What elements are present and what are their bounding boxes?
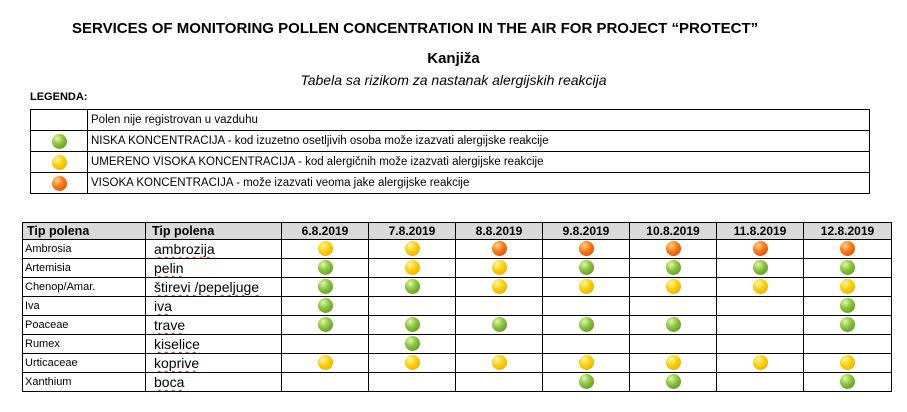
concentration-cell	[804, 259, 892, 278]
pollen-local-name: pelin	[146, 259, 282, 278]
concentration-cell	[369, 240, 456, 259]
concentration-cell	[369, 335, 456, 354]
orange-circle-icon	[579, 241, 594, 256]
concentration-cell	[456, 354, 543, 373]
legend-row	[31, 110, 870, 131]
yellow-circle-icon	[492, 279, 507, 294]
pollen-local-name: trave	[146, 316, 282, 335]
concentration-cell	[369, 373, 456, 392]
yellow-circle-icon	[318, 355, 333, 370]
concentration-cell	[282, 278, 369, 297]
green-circle-icon	[318, 260, 333, 275]
legend-symbol-cell	[31, 173, 88, 194]
pollen-local-name: koprive	[146, 354, 282, 373]
legend-symbol-cell	[31, 152, 88, 173]
pollen-latin-name: Chenop/Amar.	[23, 278, 146, 297]
green-circle-icon	[666, 317, 681, 332]
legend-row	[31, 131, 870, 152]
concentration-cell	[804, 335, 892, 354]
concentration-cell	[543, 240, 630, 259]
concentration-cell	[282, 335, 369, 354]
yellow-circle-icon	[753, 279, 768, 294]
yellow-circle-icon	[579, 279, 594, 294]
green-circle-icon	[405, 279, 420, 294]
yellow-circle-icon	[52, 155, 67, 170]
concentration-cell	[717, 259, 804, 278]
yellow-circle-icon	[405, 260, 420, 275]
legend-text: NISKA KONCENTRACIJA - kod izuzetno osetljivih osoba može izazvati alergijske reakcije	[88, 131, 870, 152]
table-row	[23, 354, 892, 373]
table-row	[23, 259, 892, 278]
green-circle-icon	[579, 260, 594, 275]
concentration-cell	[630, 259, 717, 278]
yellow-circle-icon	[579, 355, 594, 370]
table-row	[23, 316, 892, 335]
concentration-cell	[369, 259, 456, 278]
concentration-cell	[717, 354, 804, 373]
concentration-cell	[282, 316, 369, 335]
pollen-latin-name: Ambrosia	[23, 240, 146, 259]
concentration-cell	[543, 335, 630, 354]
concentration-cell	[282, 259, 369, 278]
yellow-circle-icon	[405, 355, 420, 370]
yellow-circle-icon	[840, 355, 855, 370]
green-circle-icon	[753, 260, 768, 275]
yellow-circle-icon	[405, 241, 420, 256]
header-date: 11.8.2019	[717, 223, 804, 240]
concentration-cell	[282, 297, 369, 316]
concentration-cell	[630, 316, 717, 335]
header-date: 12.8.2019	[804, 223, 892, 240]
concentration-cell	[456, 335, 543, 354]
green-circle-icon	[579, 317, 594, 332]
legend-symbol-cell	[31, 110, 88, 131]
concentration-cell	[369, 354, 456, 373]
concentration-cell	[456, 297, 543, 316]
concentration-cell	[717, 335, 804, 354]
green-circle-icon	[666, 260, 681, 275]
concentration-cell	[630, 240, 717, 259]
green-circle-icon	[840, 317, 855, 332]
green-circle-icon	[318, 298, 333, 313]
concentration-cell	[543, 259, 630, 278]
table-row	[23, 335, 892, 354]
concentration-cell	[282, 240, 369, 259]
concentration-cell	[543, 278, 630, 297]
green-circle-icon	[840, 260, 855, 275]
legend-text: UMERENO VISOKA KONCENTRACIJA - kod alergičnih može izazvati alergijske reakcije	[88, 152, 870, 173]
table-row	[23, 240, 892, 259]
concentration-cell	[543, 316, 630, 335]
concentration-cell	[630, 354, 717, 373]
green-circle-icon	[405, 336, 420, 351]
pollen-local-name: iva	[146, 297, 282, 316]
pollen-local-name: kiselice	[146, 335, 282, 354]
green-circle-icon	[840, 374, 855, 389]
header-date: 10.8.2019	[630, 223, 717, 240]
concentration-cell	[456, 240, 543, 259]
concentration-cell	[804, 297, 892, 316]
orange-circle-icon	[840, 241, 855, 256]
yellow-circle-icon	[840, 279, 855, 294]
yellow-circle-icon	[666, 279, 681, 294]
table-row	[23, 297, 892, 316]
orange-circle-icon	[492, 241, 507, 256]
green-circle-icon	[318, 317, 333, 332]
green-circle-icon	[405, 317, 420, 332]
yellow-circle-icon	[753, 355, 768, 370]
legend-row	[31, 173, 870, 194]
legend-text: Polen nije registrovan u vazduhu	[88, 110, 870, 131]
yellow-circle-icon	[318, 241, 333, 256]
concentration-cell	[456, 278, 543, 297]
pollen-latin-name: Urticaceae	[23, 354, 146, 373]
green-circle-icon	[52, 134, 67, 149]
pollen-local-name: ambrozija	[146, 240, 282, 259]
header-local-name: Tip polena	[146, 223, 282, 240]
green-circle-icon	[579, 374, 594, 389]
concentration-cell	[369, 297, 456, 316]
header-date: 7.8.2019	[369, 223, 456, 240]
pollen-latin-name: Artemisia	[23, 259, 146, 278]
pollen-latin-name: Iva	[23, 297, 146, 316]
concentration-cell	[630, 373, 717, 392]
table-row	[23, 373, 892, 392]
concentration-cell	[543, 373, 630, 392]
concentration-cell	[456, 316, 543, 335]
pollen-latin-name: Poaceae	[23, 316, 146, 335]
green-circle-icon	[318, 279, 333, 294]
city-name: Kanjiža	[427, 50, 480, 67]
legend-table	[30, 109, 870, 194]
pollen-latin-name: Rumex	[23, 335, 146, 354]
concentration-cell	[717, 373, 804, 392]
orange-circle-icon	[666, 241, 681, 256]
concentration-cell	[804, 316, 892, 335]
concentration-cell	[717, 316, 804, 335]
concentration-cell	[630, 278, 717, 297]
concentration-cell	[630, 297, 717, 316]
yellow-circle-icon	[666, 355, 681, 370]
header-date: 6.8.2019	[282, 223, 369, 240]
concentration-cell	[456, 259, 543, 278]
pollen-local-name: štirevi /pepeljuge	[146, 278, 282, 297]
page-subtitle: Tabela sa rizikom za nastanak alergijskih reakcija	[300, 72, 607, 88]
pollen-local-name: boca	[146, 373, 282, 392]
header-date: 8.8.2019	[456, 223, 543, 240]
header-date: 9.8.2019	[543, 223, 630, 240]
concentration-cell	[630, 335, 717, 354]
concentration-cell	[543, 354, 630, 373]
concentration-cell	[369, 278, 456, 297]
orange-circle-icon	[52, 176, 67, 191]
legend-title: LEGENDA:	[30, 91, 88, 103]
orange-circle-icon	[753, 241, 768, 256]
concentration-cell	[369, 316, 456, 335]
concentration-cell	[804, 240, 892, 259]
concentration-cell	[456, 373, 543, 392]
green-circle-icon	[666, 374, 681, 389]
legend-row	[31, 152, 870, 173]
concentration-cell	[717, 278, 804, 297]
concentration-cell	[804, 373, 892, 392]
yellow-circle-icon	[492, 260, 507, 275]
concentration-cell	[543, 297, 630, 316]
concentration-cell	[804, 354, 892, 373]
green-circle-icon	[840, 298, 855, 313]
header-latin-name: Tip polena	[23, 223, 146, 240]
legend-text: VISOKA KONCENTRACIJA - može izazvati veoma jake alergijske reakcije	[88, 173, 870, 194]
table-row	[23, 278, 892, 297]
page-title: SERVICES OF MONITORING POLLEN CONCENTRATION IN THE AIR FOR PROJECT “PROTECT”	[72, 20, 759, 37]
pollen-table	[22, 222, 892, 392]
concentration-cell	[717, 297, 804, 316]
concentration-cell	[717, 240, 804, 259]
pollen-latin-name: Xanthium	[23, 373, 146, 392]
legend-symbol-cell	[31, 131, 88, 152]
concentration-cell	[282, 354, 369, 373]
yellow-circle-icon	[492, 355, 507, 370]
concentration-cell	[804, 278, 892, 297]
concentration-cell	[282, 373, 369, 392]
green-circle-icon	[492, 317, 507, 332]
